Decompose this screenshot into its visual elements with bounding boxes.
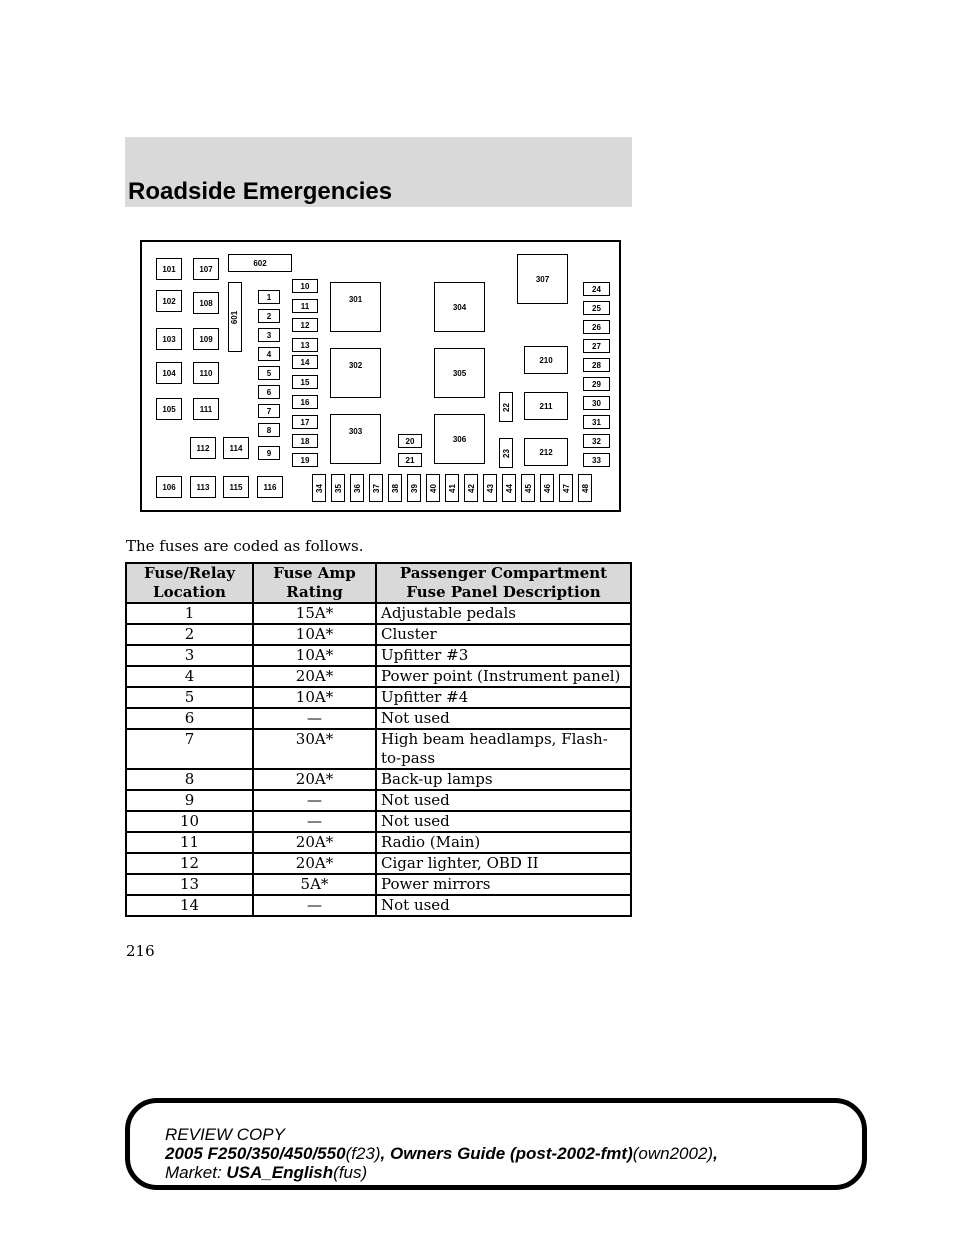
fuse-slot-label: 25 bbox=[592, 303, 601, 313]
fuse-slot-label: 48 bbox=[580, 483, 590, 493]
fuse-slot-label: 37 bbox=[371, 483, 381, 493]
fuse-slot-114 bbox=[223, 437, 249, 459]
fuse-slot-601 bbox=[228, 282, 242, 352]
cell-location: 5 bbox=[126, 687, 253, 708]
fuse-slot-4 bbox=[258, 347, 280, 361]
fuse-slot-label: 17 bbox=[300, 417, 310, 427]
fuse-slot-label: 101 bbox=[162, 264, 176, 274]
fuse-slot-label: 6 bbox=[266, 387, 272, 397]
fuse-slot-23 bbox=[499, 438, 513, 468]
fuse-slot-label: 43 bbox=[485, 483, 495, 493]
fuse-slot-label: 29 bbox=[592, 379, 601, 389]
fuse-slot-label: 110 bbox=[199, 368, 213, 378]
fuse-slot-label: 2 bbox=[266, 311, 272, 321]
fuse-slot-label: 114 bbox=[229, 443, 243, 453]
cell-description: Power point (Instrument panel) bbox=[376, 666, 631, 687]
fuse-slot-label: 22 bbox=[501, 402, 511, 412]
fuse-slot-label: 35 bbox=[333, 483, 343, 493]
fuse-slot-112 bbox=[190, 437, 216, 459]
fuse-slot-label: 28 bbox=[592, 360, 601, 370]
fuse-slot-22 bbox=[499, 392, 513, 422]
fuse-slot-label: 303 bbox=[348, 427, 363, 436]
fuse-slot-label: 104 bbox=[162, 368, 176, 378]
fuse-slot-35 bbox=[331, 474, 345, 502]
fuse-slot-label: 11 bbox=[300, 301, 310, 311]
fuse-slot-label: 3 bbox=[266, 330, 272, 340]
fuse-slot-45 bbox=[521, 474, 535, 502]
header-location: Fuse/Relay Location bbox=[126, 563, 253, 603]
footer-model-code: (f23) bbox=[345, 1144, 381, 1163]
cell-amp-rating: — bbox=[253, 708, 376, 729]
fuse-slot-111 bbox=[193, 398, 219, 420]
fuse-slot-label: 106 bbox=[162, 482, 176, 492]
fuse-slot-30 bbox=[583, 396, 610, 410]
table-row bbox=[126, 769, 631, 790]
fuse-slot-label: 31 bbox=[592, 417, 601, 427]
cell-description: Cigar lighter, OBD II bbox=[376, 853, 631, 874]
cell-location: 9 bbox=[126, 790, 253, 811]
fuse-slot-27 bbox=[583, 339, 610, 353]
cell-description: Radio (Main) bbox=[376, 832, 631, 853]
fuse-slot-label: 32 bbox=[592, 436, 601, 446]
table-row bbox=[126, 708, 631, 729]
cell-amp-rating: 20A* bbox=[253, 853, 376, 874]
cell-amp-rating: 20A* bbox=[253, 769, 376, 790]
fuse-slot-label: 13 bbox=[300, 340, 310, 350]
intro-text: The fuses are coded as follows. bbox=[126, 537, 364, 555]
cell-location: 2 bbox=[126, 624, 253, 645]
cell-amp-rating: 10A* bbox=[253, 645, 376, 666]
table-row bbox=[126, 666, 631, 687]
fuse-slot-305 bbox=[434, 348, 485, 398]
fuse-slot-210 bbox=[524, 346, 568, 374]
fuse-slot-48 bbox=[578, 474, 592, 502]
fuse-slot-44 bbox=[502, 474, 516, 502]
fuse-slot-303 bbox=[330, 414, 381, 464]
fuse-slot-302 bbox=[330, 348, 381, 398]
fuse-slot-label: 212 bbox=[539, 447, 553, 457]
fuse-slot-label: 15 bbox=[300, 377, 310, 387]
fuse-slot-label: 7 bbox=[266, 406, 272, 416]
fuse-slot-212 bbox=[524, 438, 568, 466]
fuse-slot-label: 24 bbox=[592, 284, 601, 294]
fuse-slot-label: 306 bbox=[452, 434, 467, 444]
fuse-slot-9 bbox=[258, 446, 280, 460]
fuse-slot-label: 44 bbox=[504, 483, 514, 493]
fuse-slot-10 bbox=[292, 279, 318, 293]
fuse-slot-label: 42 bbox=[466, 483, 476, 493]
fuse-slot-label: 5 bbox=[266, 368, 272, 378]
fuse-slot-2 bbox=[258, 309, 280, 323]
cell-description: Upfitter #3 bbox=[376, 645, 631, 666]
fuse-slot-label: 46 bbox=[542, 483, 552, 493]
fuse-slot-label: 39 bbox=[409, 483, 419, 493]
fuse-slot-42 bbox=[464, 474, 478, 502]
fuse-slot-label: 602 bbox=[253, 258, 267, 268]
fuse-slot-47 bbox=[559, 474, 573, 502]
footer-line-2 bbox=[165, 1144, 718, 1163]
footer-market-code: (fus) bbox=[333, 1163, 368, 1182]
fuse-table-header-row bbox=[126, 563, 631, 603]
cell-location: 4 bbox=[126, 666, 253, 687]
fuse-slot-label: 211 bbox=[539, 401, 553, 411]
footer-sep-1: , bbox=[380, 1144, 390, 1163]
fuse-slot-label: 9 bbox=[266, 448, 272, 458]
fuse-slot-label: 8 bbox=[266, 425, 272, 435]
fuse-slot-14 bbox=[292, 355, 318, 369]
fuse-table bbox=[125, 562, 632, 917]
fuse-slot-110 bbox=[193, 362, 219, 384]
fuse-slot-40 bbox=[426, 474, 440, 502]
cell-location: 13 bbox=[126, 874, 253, 895]
fuse-slot-211 bbox=[524, 392, 568, 420]
fuse-slot-37 bbox=[369, 474, 383, 502]
fuse-slot-39 bbox=[407, 474, 421, 502]
fuse-slot-103 bbox=[156, 328, 182, 350]
footer-guide-code: (own2002) bbox=[632, 1144, 714, 1163]
fuse-slot-26 bbox=[583, 320, 610, 334]
cell-description: Not used bbox=[376, 895, 631, 916]
fuse-slot-7 bbox=[258, 404, 280, 418]
fuse-slot-304 bbox=[434, 282, 485, 332]
fuse-slot-116 bbox=[257, 476, 283, 498]
cell-location: 7 bbox=[126, 729, 253, 769]
fuse-slot-602 bbox=[228, 254, 292, 272]
fuse-slot-label: 301 bbox=[348, 295, 363, 304]
fuse-slot-101 bbox=[156, 258, 182, 280]
table-row bbox=[126, 687, 631, 708]
fuse-slot-label: 33 bbox=[592, 455, 601, 465]
fuse-slot-38 bbox=[388, 474, 402, 502]
fuse-slot-label: 1 bbox=[266, 292, 272, 302]
fuse-slot-label: 115 bbox=[229, 482, 243, 492]
fuse-slot-label: 40 bbox=[428, 483, 438, 493]
fuse-slot-3 bbox=[258, 328, 280, 342]
fuse-slot-label: 45 bbox=[523, 483, 533, 493]
cell-amp-rating: 10A* bbox=[253, 624, 376, 645]
fuse-slot-5 bbox=[258, 366, 280, 380]
cell-location: 1 bbox=[126, 603, 253, 624]
fuse-slot-19 bbox=[292, 453, 318, 467]
cell-amp-rating: 30A* bbox=[253, 729, 376, 769]
fuse-slot-108 bbox=[193, 292, 219, 314]
fuse-slot-label: 305 bbox=[452, 368, 467, 378]
fuse-slot-label: 102 bbox=[162, 296, 176, 306]
section-title: Roadside Emergencies bbox=[128, 178, 393, 205]
footer-guide: Owners Guide (post-2002-fmt) bbox=[389, 1144, 633, 1163]
fuse-slot-label: 16 bbox=[300, 397, 310, 407]
fuse-slot-label: 38 bbox=[390, 483, 400, 493]
footer-market-label: Market: bbox=[165, 1163, 227, 1182]
cell-amp-rating: — bbox=[253, 790, 376, 811]
fuse-slot-label: 18 bbox=[300, 436, 310, 446]
fuse-slot-107 bbox=[193, 258, 219, 280]
cell-location: 11 bbox=[126, 832, 253, 853]
fuse-slot-28 bbox=[583, 358, 610, 372]
footer-sep-2: , bbox=[713, 1144, 718, 1163]
table-row bbox=[126, 832, 631, 853]
fuse-slot-113 bbox=[190, 476, 216, 498]
footer-text bbox=[165, 1125, 718, 1182]
cell-location: 8 bbox=[126, 769, 253, 790]
table-row bbox=[126, 645, 631, 666]
fuse-slot-label: 30 bbox=[592, 398, 601, 408]
cell-description: Back-up lamps bbox=[376, 769, 631, 790]
fuse-slot-104 bbox=[156, 362, 182, 384]
fuse-slot-label: 304 bbox=[452, 302, 467, 312]
table-row bbox=[126, 790, 631, 811]
fuse-slot-25 bbox=[583, 301, 610, 315]
cell-description: Power mirrors bbox=[376, 874, 631, 895]
cell-amp-rating: — bbox=[253, 811, 376, 832]
fuse-slot-label: 12 bbox=[300, 320, 310, 330]
fuse-slot-1 bbox=[258, 290, 280, 304]
fuse-slot-label: 47 bbox=[561, 483, 571, 493]
fuse-slot-label: 112 bbox=[196, 443, 210, 453]
fuse-slot-6 bbox=[258, 385, 280, 399]
cell-amp-rating: 15A* bbox=[253, 603, 376, 624]
fuse-slot-105 bbox=[156, 398, 182, 420]
fuse-slot-43 bbox=[483, 474, 497, 502]
fuse-slot-31 bbox=[583, 415, 610, 429]
cell-amp-rating: 10A* bbox=[253, 687, 376, 708]
cell-description: Not used bbox=[376, 790, 631, 811]
cell-location: 14 bbox=[126, 895, 253, 916]
fuse-slot-16 bbox=[292, 395, 318, 409]
fuse-slot-label: 111 bbox=[199, 404, 213, 414]
fuse-slot-301 bbox=[330, 282, 381, 332]
fuse-slot-label: 307 bbox=[535, 274, 550, 284]
fuse-slot-label: 103 bbox=[162, 334, 176, 344]
fuse-slot-label: 26 bbox=[592, 322, 601, 332]
fuse-slot-label: 21 bbox=[405, 455, 415, 465]
footer-market: USA_English bbox=[226, 1163, 334, 1182]
fuse-panel-diagram bbox=[140, 240, 621, 512]
fuse-slot-label: 302 bbox=[348, 361, 363, 370]
cell-description: High beam headlamps, Flash-to-pass bbox=[376, 729, 631, 769]
fuse-slot-8 bbox=[258, 423, 280, 437]
fuse-slot-306 bbox=[434, 414, 485, 464]
fuse-slot-label: 105 bbox=[162, 404, 176, 414]
fuse-slot-label: 113 bbox=[196, 482, 210, 492]
cell-location: 6 bbox=[126, 708, 253, 729]
fuse-slot-label: 20 bbox=[405, 436, 415, 446]
cell-location: 10 bbox=[126, 811, 253, 832]
footer-line-1: REVIEW COPY bbox=[165, 1125, 285, 1144]
fuse-slot-label: 10 bbox=[300, 281, 310, 291]
fuse-slot-34 bbox=[312, 474, 326, 502]
fuse-slot-32 bbox=[583, 434, 610, 448]
fuse-slot-label: 14 bbox=[300, 357, 310, 367]
fuse-slot-109 bbox=[193, 328, 219, 350]
fuse-slot-label: 19 bbox=[300, 455, 310, 465]
fuse-slot-33 bbox=[583, 453, 610, 467]
table-row bbox=[126, 874, 631, 895]
table-row bbox=[126, 624, 631, 645]
footer-line-3 bbox=[165, 1163, 718, 1182]
fuse-slot-20 bbox=[398, 434, 422, 448]
cell-description: Cluster bbox=[376, 624, 631, 645]
fuse-slot-46 bbox=[540, 474, 554, 502]
cell-amp-rating: 20A* bbox=[253, 832, 376, 853]
footer-model: 2005 F250/350/450/550 bbox=[165, 1144, 346, 1163]
cell-description: Not used bbox=[376, 811, 631, 832]
fuse-slot-15 bbox=[292, 375, 318, 389]
fuse-slot-label: 23 bbox=[501, 448, 511, 458]
header-amp-rating: Fuse Amp Rating bbox=[253, 563, 376, 603]
table-row bbox=[126, 853, 631, 874]
fuse-slot-307 bbox=[517, 254, 568, 304]
fuse-slot-21 bbox=[398, 453, 422, 467]
fuse-slot-115 bbox=[223, 476, 249, 498]
fuse-slot-29 bbox=[583, 377, 610, 391]
fuse-slot-label: 27 bbox=[592, 341, 601, 351]
cell-location: 3 bbox=[126, 645, 253, 666]
fuse-slot-label: 36 bbox=[352, 483, 362, 493]
fuse-slot-label: 4 bbox=[266, 349, 272, 359]
cell-description: Not used bbox=[376, 708, 631, 729]
fuse-slot-106 bbox=[156, 476, 182, 498]
header-description: Passenger Compartment Fuse Panel Description bbox=[376, 563, 631, 603]
cell-amp-rating: — bbox=[253, 895, 376, 916]
cell-description: Upfitter #4 bbox=[376, 687, 631, 708]
fuse-slot-label: 116 bbox=[263, 482, 277, 492]
fuse-slot-label: 41 bbox=[447, 483, 457, 493]
fuse-slot-18 bbox=[292, 434, 318, 448]
fuse-slot-label: 210 bbox=[539, 355, 553, 365]
table-row bbox=[126, 811, 631, 832]
fuse-slot-label: 601 bbox=[230, 310, 240, 324]
cell-amp-rating: 5A* bbox=[253, 874, 376, 895]
cell-description: Adjustable pedals bbox=[376, 603, 631, 624]
fuse-slot-41 bbox=[445, 474, 459, 502]
table-row bbox=[126, 895, 631, 916]
cell-location: 12 bbox=[126, 853, 253, 874]
fuse-slot-11 bbox=[292, 299, 318, 313]
fuse-slot-label: 109 bbox=[199, 334, 213, 344]
page-number: 216 bbox=[126, 942, 155, 960]
fuse-slot-13 bbox=[292, 338, 318, 352]
fuse-slot-12 bbox=[292, 318, 318, 332]
fuse-slot-36 bbox=[350, 474, 364, 502]
fuse-slot-label: 108 bbox=[199, 298, 213, 308]
fuse-slot-label: 34 bbox=[314, 483, 324, 493]
table-row bbox=[126, 603, 631, 624]
fuse-slot-102 bbox=[156, 290, 182, 312]
fuse-slot-label: 107 bbox=[199, 264, 213, 274]
table-row bbox=[126, 729, 631, 769]
cell-amp-rating: 20A* bbox=[253, 666, 376, 687]
fuse-slot-17 bbox=[292, 415, 318, 429]
fuse-slot-24 bbox=[583, 282, 610, 296]
